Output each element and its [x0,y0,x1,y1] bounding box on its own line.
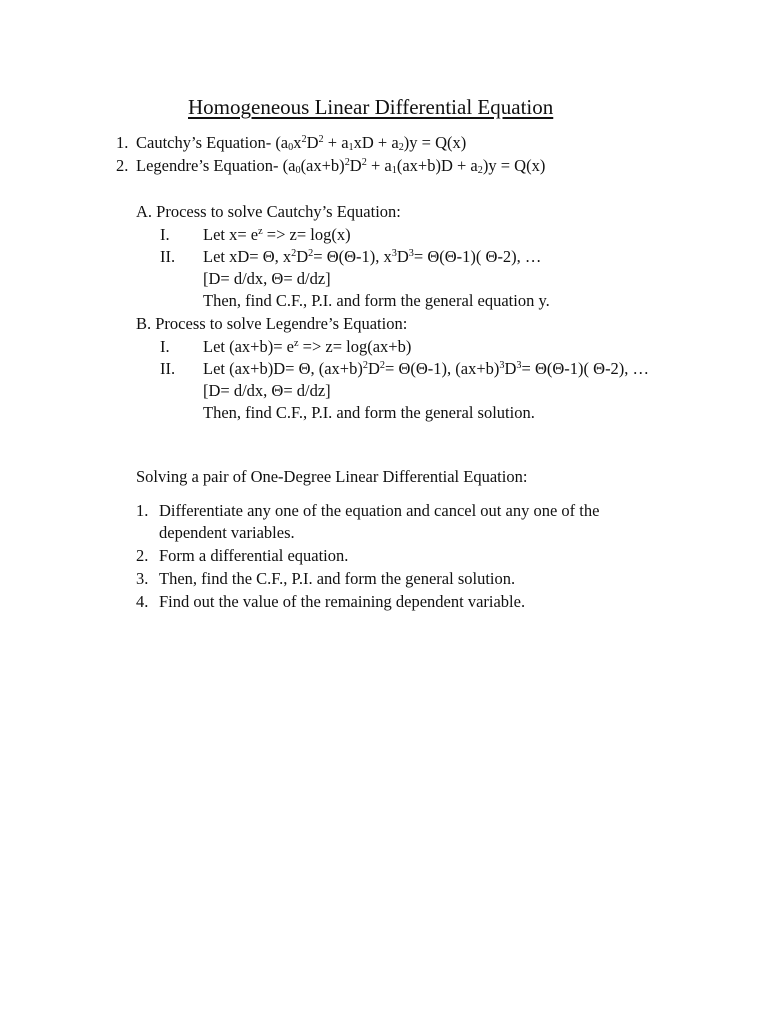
pair-step-1-text: Differentiate any one of the equation and cancel out any one of the [159,501,600,520]
pair-step-4-text: Find out the value of the remaining dependent variable. [159,592,526,611]
legendre-process-heading: B. Process to solve Legendre’s Equation: [136,314,408,333]
legendre-step-2-number: II. [160,359,176,378]
equation-2-formula: $(a_0(ax+b)^2D^2 + a_1(ax+b)D + a_2)y = Q(x)$ [282,156,546,177]
legendre-step-1-formula: Let $(ax+b)= e^z => z= \log(ax+b)$ [203,337,412,356]
legendre-step-2-formula: Let (ax+b)D= Θ, $(ax+b)^2D^2= \Theta(\Theta-1)$, $(ax+b)^3D^3= \Theta(\Theta-1)$( Θ-2), … [203,359,650,378]
pair-step-2-text: Form a differential equation. [159,546,349,565]
page-title: Homogeneous Linear Differential Equation [188,95,554,119]
equation-2-number: 2. [116,156,129,175]
pair-step-2-number: 2. [136,546,149,565]
equation-1-formula: $(a_0x^2D^2 + a_1xD + a_2)y = Q(x)$ [275,133,467,154]
equation-1-label: Cautchy’s Equation- [136,133,276,152]
pair-section-heading: Solving a pair of One-Degree Linear Differential Equation: [136,467,528,486]
equation-1-number: 1. [116,133,129,152]
cauchy-process-heading: A. Process to solve Cautchy’s Equation: [136,202,401,221]
cauchy-step-2-formula: Let xD= Θ, $x^2D^2= \Theta(\Theta-1)$, $x^3D^3= \Theta(\Theta-1)$( Θ-2), … [203,247,542,266]
pair-step-1-number: 1. [136,501,149,520]
pair-step-4-number: 4. [136,592,149,611]
cauchy-operator-note: [D= d/dx, Θ= d/dz] [203,269,331,288]
cauchy-step-1-formula: Let $x= e^z => z= \log(x)$ [203,225,351,244]
legendre-step-1-number: I. [160,337,170,356]
legendre-operator-note: [D= d/dx, Θ= d/dz] [203,381,331,400]
pair-step-1-continuation: dependent variables. [159,523,295,542]
cauchy-step-1-number: I. [160,225,170,244]
equation-1-line [136,135,466,152]
equation-2-label: Legendre’s Equation- [136,156,283,175]
legendre-final-step: Then, find C.F., P.I. and form the general solution. [203,403,535,422]
pair-step-3-text: Then, find the C.F., P.I. and form the general solution. [159,569,516,588]
pair-step-3-number: 3. [136,569,149,588]
cauchy-final-step: Then, find C.F., P.I. and form the general equation y. [203,291,550,310]
cauchy-step-2-number: II. [160,247,176,266]
equation-2-line [136,158,545,175]
